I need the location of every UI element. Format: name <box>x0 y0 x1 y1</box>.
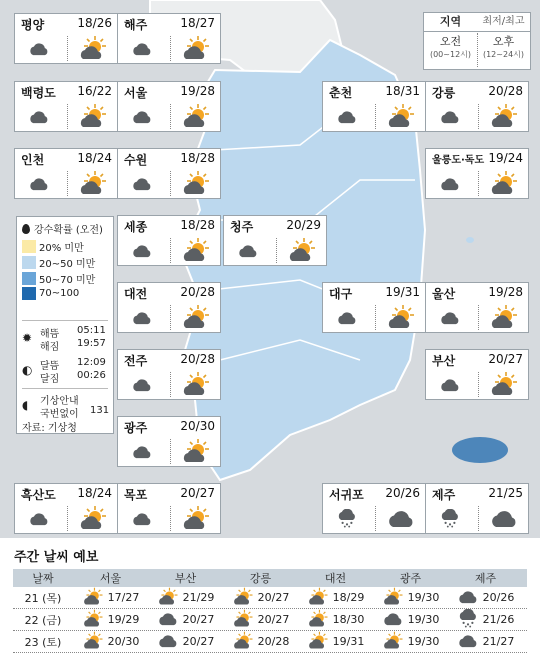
weather-info-number: 131 <box>90 405 110 416</box>
city-temp: 20/27 <box>488 352 523 366</box>
jeju-island <box>452 437 508 463</box>
rain-icon <box>336 509 358 532</box>
cloud-icon <box>439 308 461 331</box>
cloud-icon <box>131 509 153 532</box>
partly-sunny-icon <box>489 170 519 200</box>
partly-sunny-icon <box>382 631 404 653</box>
legend-label: 70~100 <box>39 288 80 299</box>
city-name: 서울 <box>124 86 148 100</box>
city-temp: 20/29 <box>286 218 321 232</box>
partly-sunny-icon <box>181 237 211 267</box>
legend-swatch <box>22 240 36 253</box>
weekly-date: 23 (토) <box>24 635 62 649</box>
weekly-row <box>13 631 527 653</box>
precip-title: 강수확률 (오전) <box>34 225 103 236</box>
cloud-icon <box>157 631 179 653</box>
partly-sunny-icon <box>232 587 254 609</box>
city-temp: 18/28 <box>180 218 215 232</box>
weekly-temp: 20/27 <box>182 613 215 626</box>
weekly-temp: 20/28 <box>257 635 290 648</box>
cloud-icon <box>439 375 461 398</box>
weekly-cell <box>223 587 298 609</box>
legend-label: 20~50 미만 <box>39 259 96 270</box>
weekly-cell <box>373 631 448 653</box>
city-card <box>117 13 221 64</box>
weekly-row <box>13 587 527 609</box>
city-temp: 19/31 <box>385 285 420 299</box>
city-name: 인천 <box>21 153 45 167</box>
city-name: 대구 <box>329 287 353 301</box>
sunrise-time: 05:11 <box>77 325 106 336</box>
city-card <box>117 282 221 333</box>
cloud-icon <box>131 241 153 264</box>
cloud-icon <box>457 587 479 609</box>
cloud-icon <box>28 39 50 62</box>
city-temp: 18/27 <box>180 16 215 30</box>
cloud-icon <box>131 107 153 130</box>
weekly-temp: 17/27 <box>107 591 140 604</box>
key-pm-range: (12~24시) <box>482 50 525 59</box>
legend-label: 20% 미만 <box>39 243 84 254</box>
city-column-header: 광주 <box>399 572 422 585</box>
weekly-temp: 21/27 <box>482 635 515 648</box>
key-am-range: (00~12시) <box>429 50 472 59</box>
city-card <box>425 483 529 534</box>
city-temp: 18/31 <box>385 84 420 98</box>
weekly-temp: 19/30 <box>407 635 440 648</box>
city-column-header: 제주 <box>474 572 497 585</box>
partly-sunny-icon <box>287 237 317 267</box>
city-name: 부산 <box>432 354 456 368</box>
city-temp: 18/24 <box>77 486 112 500</box>
partly-sunny-icon <box>82 587 104 609</box>
cloud-icon <box>439 107 461 130</box>
partly-sunny-icon <box>307 609 329 631</box>
partly-sunny-icon <box>78 505 108 535</box>
city-card <box>322 483 426 534</box>
partly-sunny-icon <box>181 103 211 133</box>
city-temp: 20/28 <box>180 285 215 299</box>
cloud-icon <box>336 308 358 331</box>
weekly-temp: 20/27 <box>257 591 290 604</box>
key-am-label: 오전 <box>439 35 462 48</box>
city-column-header: 서울 <box>99 572 122 585</box>
city-card <box>117 81 221 132</box>
weekly-cell <box>148 609 223 631</box>
cloud-icon <box>336 107 358 130</box>
weekly-cell <box>448 631 523 653</box>
partly-sunny-icon <box>181 170 211 200</box>
cloud-icon <box>28 107 50 130</box>
weekly-cell <box>223 609 298 631</box>
city-card <box>117 148 221 199</box>
city-column-header: 대전 <box>324 572 347 585</box>
weekly-cell <box>73 587 148 609</box>
partly-sunny-icon <box>489 103 519 133</box>
legend-key <box>423 12 531 70</box>
partly-sunny-icon <box>181 505 211 535</box>
precip-legend-item <box>22 255 95 270</box>
cloud-icon <box>131 39 153 62</box>
city-temp: 20/30 <box>180 419 215 433</box>
city-card <box>117 215 221 266</box>
partly-sunny-icon <box>82 609 104 631</box>
weekly-table <box>13 569 527 653</box>
city-card <box>14 13 118 64</box>
city-name: 광주 <box>124 421 148 435</box>
weekly-cell <box>298 631 373 653</box>
partly-sunny-icon <box>386 304 416 334</box>
weekly-date: 21 (목) <box>24 591 62 605</box>
cloud-icon <box>457 631 479 653</box>
cloud-icon <box>157 609 179 631</box>
weekly-title: 주간 날씨 예보 <box>14 550 99 565</box>
partly-sunny-icon <box>489 371 519 401</box>
weekly-temp: 19/29 <box>107 613 140 626</box>
weekly-cell <box>373 587 448 609</box>
sun-icon: ✹ <box>22 331 33 345</box>
moonset-time: 00:26 <box>77 370 106 381</box>
city-card <box>425 349 529 400</box>
weekly-cell <box>298 587 373 609</box>
cloud-icon <box>386 505 416 535</box>
city-name: 울산 <box>432 287 456 301</box>
weekly-temp: 18/30 <box>332 613 365 626</box>
weekly-temp: 19/30 <box>407 613 440 626</box>
moonrise-label: 달뜸 <box>40 361 60 372</box>
weekly-temp: 20/27 <box>182 635 215 648</box>
partly-sunny-icon <box>157 587 179 609</box>
city-column-header: 강릉 <box>249 572 272 585</box>
weekly-cell <box>373 609 448 631</box>
weekly-temp: 19/31 <box>332 635 365 648</box>
city-temp: 18/26 <box>77 16 112 30</box>
sunset-label: 해짐 <box>40 342 60 353</box>
partly-sunny-icon <box>181 304 211 334</box>
key-region-label: 지역 <box>439 15 462 28</box>
key-pm-label: 오후 <box>492 35 515 48</box>
cloud-icon <box>382 609 404 631</box>
weekly-date: 22 (금) <box>24 613 62 627</box>
city-name: 제주 <box>432 488 456 502</box>
city-temp: 16/22 <box>77 84 112 98</box>
cloud-icon <box>131 174 153 197</box>
city-name: 평양 <box>21 18 45 32</box>
city-temp: 20/26 <box>385 486 420 500</box>
partly-sunny-icon <box>181 371 211 401</box>
weekly-table-body <box>13 587 527 653</box>
legend-swatch <box>22 272 36 285</box>
city-name: 대전 <box>124 287 148 301</box>
city-name: 세종 <box>124 220 148 234</box>
city-temp: 21/25 <box>488 486 523 500</box>
weekly-temp: 20/30 <box>107 635 140 648</box>
city-card <box>425 282 529 333</box>
weekly-table-header <box>13 569 527 587</box>
partly-sunny-icon <box>78 103 108 133</box>
drop-icon <box>22 224 30 234</box>
weekly-temp: 20/27 <box>257 613 290 626</box>
weekly-temp: 18/29 <box>332 591 365 604</box>
city-name: 울릉도·독도 <box>432 155 485 166</box>
key-minmax-label: 최저/최고 <box>482 16 525 27</box>
rain-icon <box>457 609 479 631</box>
rain-icon <box>439 509 461 532</box>
weekly-cell <box>298 609 373 631</box>
cloud-icon <box>237 241 259 264</box>
partly-sunny-icon <box>307 631 329 653</box>
partly-sunny-icon <box>181 35 211 65</box>
city-name: 전주 <box>124 354 148 368</box>
weekly-row <box>13 609 527 631</box>
city-name: 청주 <box>230 220 254 234</box>
city-card <box>14 81 118 132</box>
legend-label: 50~70 미만 <box>39 275 96 286</box>
weekly-cell <box>148 631 223 653</box>
weekly-cell <box>448 609 523 631</box>
city-column-header: 부산 <box>174 572 197 585</box>
legend-swatch <box>22 287 36 300</box>
city-name: 목포 <box>124 488 148 502</box>
moonrise-time: 12:09 <box>77 357 106 368</box>
partly-sunny-icon <box>232 609 254 631</box>
city-card <box>14 148 118 199</box>
phone-icon: ◖ <box>22 398 29 412</box>
city-name: 춘천 <box>329 86 353 100</box>
city-temp: 19/28 <box>488 285 523 299</box>
city-card <box>117 483 221 534</box>
weekly-cell <box>448 587 523 609</box>
city-temp: 18/28 <box>180 151 215 165</box>
weekly-cell <box>223 631 298 653</box>
precip-legend-item <box>22 287 79 300</box>
weather-info-line1: 기상안내 <box>40 396 79 407</box>
weekly-temp: 19/30 <box>407 591 440 604</box>
city-card <box>223 215 327 266</box>
city-name: 서귀포 <box>329 488 364 502</box>
weekly-cell <box>148 587 223 609</box>
weather-info-line2: 국번없이 <box>40 409 79 420</box>
sunset-time: 19:57 <box>77 338 106 349</box>
partly-sunny-icon <box>181 438 211 468</box>
legend-swatch <box>22 256 36 269</box>
partly-sunny-icon <box>78 170 108 200</box>
partly-sunny-icon <box>82 631 104 653</box>
city-name: 백령도 <box>21 86 56 100</box>
partly-sunny-icon <box>232 631 254 653</box>
partly-sunny-icon <box>382 587 404 609</box>
ulleungdo-island <box>466 237 474 243</box>
precip-title-row <box>22 221 103 236</box>
weekly-cell <box>73 609 148 631</box>
city-card <box>322 81 426 132</box>
city-card <box>14 483 118 534</box>
city-card <box>425 148 529 199</box>
city-temp: 19/28 <box>180 84 215 98</box>
source-credit: 자료: 기상청 <box>22 423 77 434</box>
partly-sunny-icon <box>489 304 519 334</box>
city-name: 흑산도 <box>21 488 56 502</box>
legend-panel <box>16 216 114 434</box>
city-card <box>425 81 529 132</box>
city-card <box>117 349 221 400</box>
city-card <box>117 416 221 467</box>
city-temp: 19/24 <box>488 151 523 165</box>
cloud-icon <box>28 174 50 197</box>
city-name: 해주 <box>124 18 148 32</box>
precip-legend-item <box>22 239 84 254</box>
cloud-icon <box>28 509 50 532</box>
partly-sunny-icon <box>386 103 416 133</box>
cloud-icon <box>131 308 153 331</box>
moon-icon: ◐ <box>22 363 33 377</box>
weekly-temp: 21/26 <box>482 613 515 626</box>
weekly-temp: 20/26 <box>482 591 515 604</box>
weekly-temp: 21/29 <box>182 591 215 604</box>
city-card <box>322 282 426 333</box>
partly-sunny-icon <box>307 587 329 609</box>
sunrise-label: 해뜸 <box>40 329 60 340</box>
precip-legend-item <box>22 271 95 286</box>
cloud-icon <box>131 442 153 465</box>
city-name: 수원 <box>124 153 148 167</box>
date-column-header: 날짜 <box>32 572 54 585</box>
moonset-label: 달짐 <box>40 374 60 385</box>
city-temp: 20/27 <box>180 486 215 500</box>
city-name: 강릉 <box>432 86 456 100</box>
partly-sunny-icon <box>78 35 108 65</box>
city-temp: 18/24 <box>77 151 112 165</box>
city-temp: 20/28 <box>488 84 523 98</box>
city-temp: 20/28 <box>180 352 215 366</box>
cloud-icon <box>439 174 461 197</box>
weekly-cell <box>73 631 148 653</box>
cloud-icon <box>489 505 519 535</box>
cloud-icon <box>131 375 153 398</box>
